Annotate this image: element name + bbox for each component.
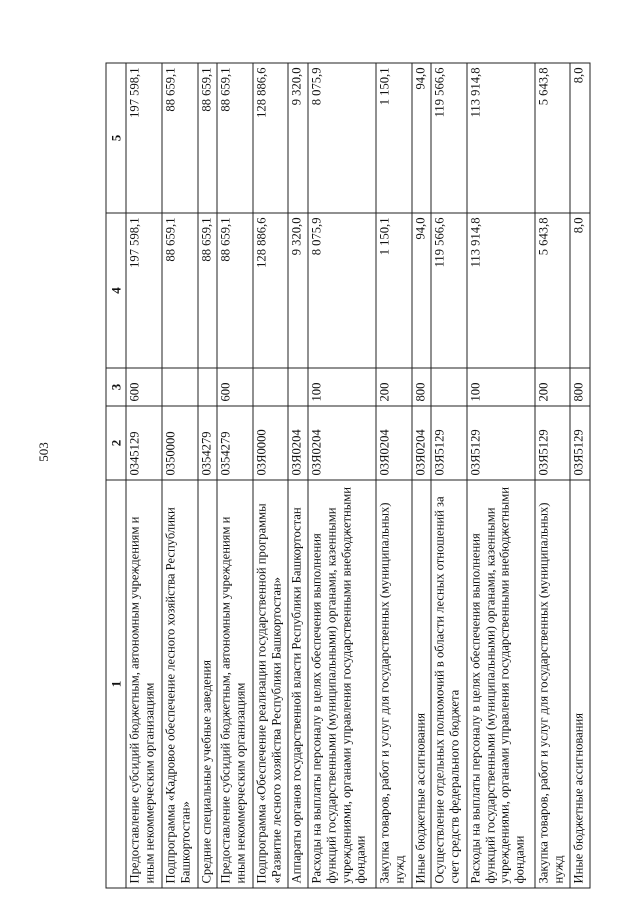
row-vr: 800: [412, 368, 431, 406]
row-code: 03Я0204: [288, 406, 307, 480]
table-row: [570, 63, 590, 888]
table-row: [431, 63, 467, 888]
row-vr: 200: [535, 368, 571, 406]
row-vr: [288, 368, 307, 406]
row-code: 03Я5129: [570, 406, 590, 480]
row-value-4: 119 566,6: [431, 213, 467, 368]
header-col-3: 3: [106, 368, 126, 406]
row-value-4: 128 886,6: [253, 213, 289, 368]
row-code: 03Я0204: [308, 406, 376, 480]
row-name: Иные бюджетные ассигнования: [412, 480, 431, 888]
row-code: 03Я0204: [412, 406, 431, 480]
row-value-4: 197 598,1: [126, 213, 162, 368]
row-value-5: 88 659,1: [162, 63, 198, 213]
row-code: 03Я0000: [253, 406, 289, 480]
rotated-table-container: [106, 64, 591, 889]
row-name: Подпрограмма «Кадровое обеспечение лесного хозяйства Республики Башкортостан»: [162, 480, 198, 888]
row-vr: 600: [217, 368, 253, 406]
row-code: 03Я5129: [535, 406, 571, 480]
row-value-4: 8 075,9: [308, 213, 376, 368]
row-value-5: 8 075,9: [308, 63, 376, 213]
row-value-4: 8,0: [570, 213, 590, 368]
row-value-5: 8,0: [570, 63, 590, 213]
row-name: Средние специальные учебные заведения: [198, 480, 217, 888]
row-name: Расходы на выплаты персоналу в целях обеспечения выполнения функций государственными (муниципальными) органами, казенными учреждениями, органами управления государственными внебюджетными фондами: [308, 480, 376, 888]
row-vr: 200: [376, 368, 412, 406]
row-value-5: 88 659,1: [198, 63, 217, 213]
table-row: [412, 63, 431, 888]
header-col-1: 1: [106, 480, 126, 888]
table-row: [376, 63, 412, 888]
row-code: 0354279: [217, 406, 253, 480]
budget-table: [106, 63, 591, 889]
row-value-5: 94,0: [412, 63, 431, 213]
row-value-5: 128 886,6: [253, 63, 289, 213]
row-code: 0345129: [126, 406, 162, 480]
row-value-4: 1 150,1: [376, 213, 412, 368]
row-value-4: 113 914,8: [467, 213, 535, 368]
header-col-5: 5: [106, 63, 126, 213]
row-code: 0354279: [198, 406, 217, 480]
row-vr: 600: [126, 368, 162, 406]
table-row: [198, 63, 217, 888]
table-row: [162, 63, 198, 888]
row-name: Подпрограмма «Обеспечение реализации государственной программы «Развитие лесного хозяйства Республики Башкортостан»: [253, 480, 289, 888]
row-value-5: 1 150,1: [376, 63, 412, 213]
row-name: Закупка товаров, работ и услуг для государственных (муниципальных) нужд: [376, 480, 412, 888]
row-vr: [431, 368, 467, 406]
row-vr: 800: [570, 368, 590, 406]
row-name: Расходы на выплаты персоналу в целях обеспечения выполнения функций государственными (муниципальными) органами, казенными учреждениями, органами управления государственными внебюджетными фондами: [467, 480, 535, 888]
table-row: [308, 63, 376, 888]
row-value-5: 113 914,8: [467, 63, 535, 213]
table-row: [535, 63, 571, 888]
row-vr: [162, 368, 198, 406]
row-vr: 100: [467, 368, 535, 406]
row-vr: [253, 368, 289, 406]
row-name: Аппараты органов государственной власти Республики Башкортостан: [288, 480, 307, 888]
row-value-5: 9 320,0: [288, 63, 307, 213]
row-name: Иные бюджетные ассигнования: [570, 480, 590, 888]
row-value-4: 5 643,8: [535, 213, 571, 368]
row-value-4: 94,0: [412, 213, 431, 368]
row-name: Осуществление отдельных полномочий в области лесных отношений за счет средств федерального бюджета: [431, 480, 467, 888]
table-header-row: [106, 63, 126, 888]
row-vr: [198, 368, 217, 406]
table-row: [253, 63, 289, 888]
row-code: 03Я5129: [467, 406, 535, 480]
row-name: Предоставление субсидий бюджетным, автономным учреждениям и иным некоммерческим организациям: [126, 480, 162, 888]
row-value-4: 88 659,1: [217, 213, 253, 368]
table-row: [126, 63, 162, 888]
row-code: 03Я0204: [376, 406, 412, 480]
table-row: [288, 63, 307, 888]
table-row: [467, 63, 535, 888]
header-col-4: 4: [106, 213, 126, 368]
row-value-5: 88 659,1: [217, 63, 253, 213]
table-row: [217, 63, 253, 888]
row-value-4: 9 320,0: [288, 213, 307, 368]
row-value-5: 5 643,8: [535, 63, 571, 213]
row-value-4: 88 659,1: [162, 213, 198, 368]
row-value-5: 197 598,1: [126, 63, 162, 213]
row-code: 0350000: [162, 406, 198, 480]
row-value-4: 88 659,1: [198, 213, 217, 368]
header-col-2: 2: [106, 406, 126, 480]
row-vr: 100: [308, 368, 376, 406]
page-number: 503: [36, 442, 51, 462]
row-code: 03Я5129: [431, 406, 467, 480]
row-name: Закупка товаров, работ и услуг для государственных (муниципальных) нужд: [535, 480, 571, 888]
row-value-5: 119 566,6: [431, 63, 467, 213]
row-name: Предоставление субсидий бюджетным, автономным учреждениям и иным некоммерческим организациям: [217, 480, 253, 888]
